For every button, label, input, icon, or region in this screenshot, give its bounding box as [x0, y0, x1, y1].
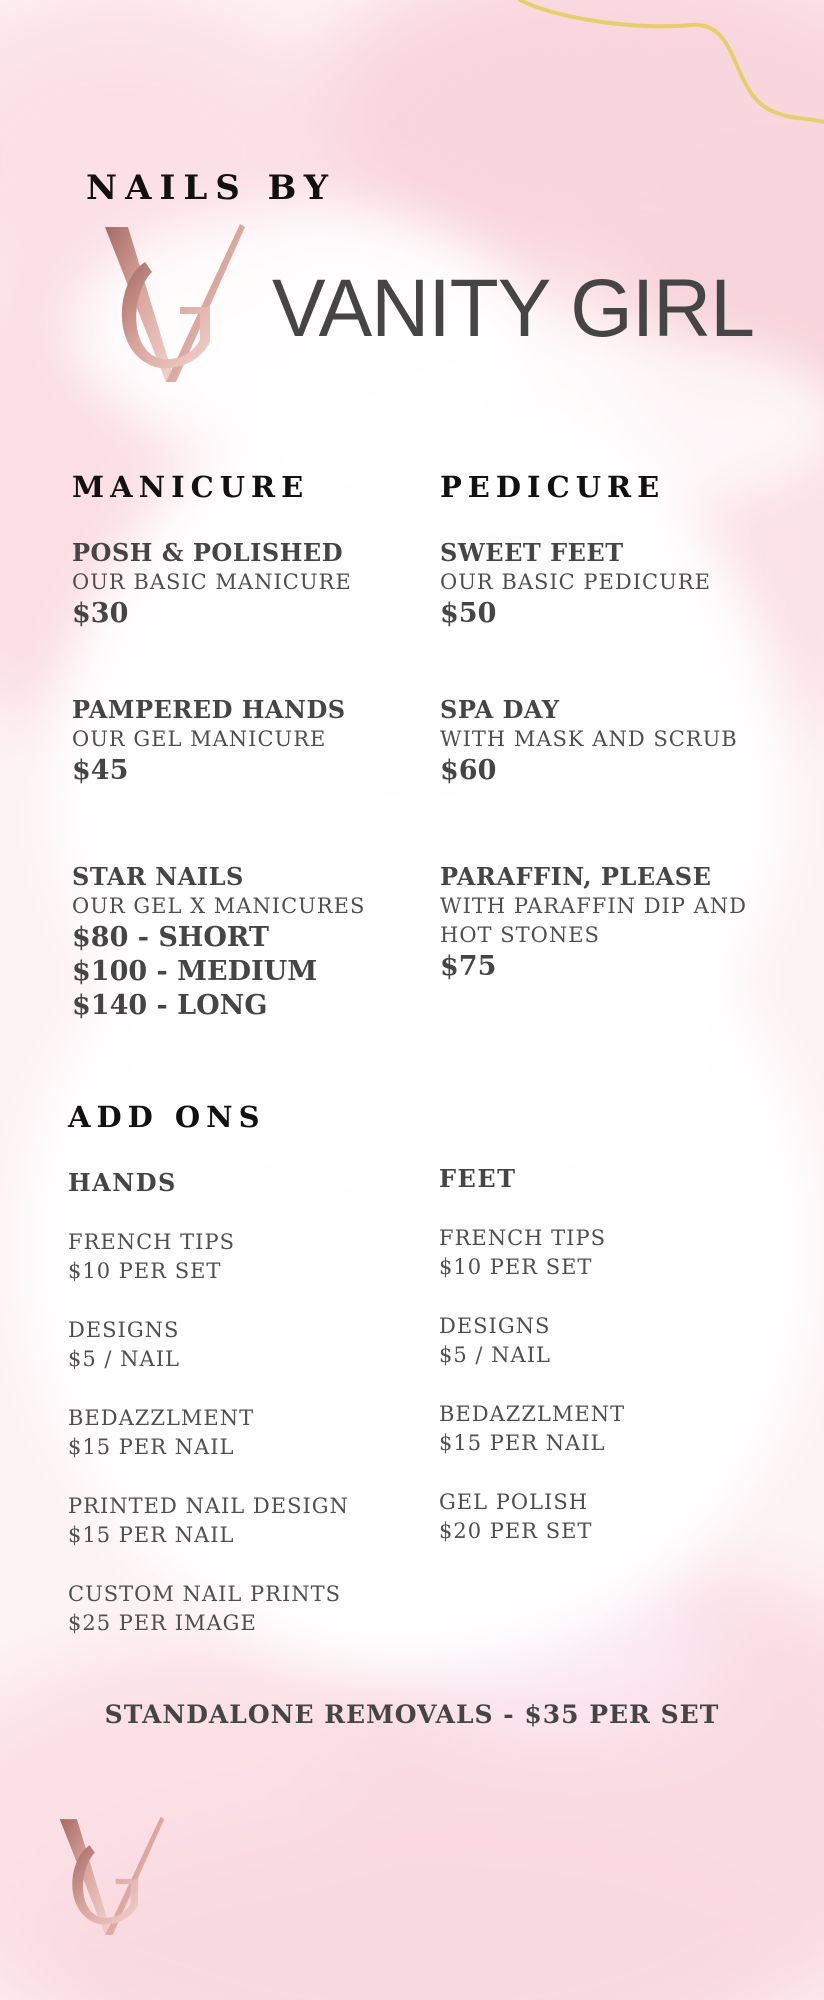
addon-price: $10 PER SET — [439, 1255, 593, 1279]
item-name: STAR NAILS — [72, 862, 244, 891]
addon-feet-french-tips — [439, 1224, 779, 1282]
menu-item-paraffin-please — [440, 862, 810, 984]
addon-name: DESIGNS — [68, 1318, 180, 1342]
item-description: OUR BASIC MANICURE — [72, 570, 352, 594]
menu-item-sweet-feet — [440, 538, 810, 631]
nails-by-label: NAILS BY — [86, 168, 337, 208]
menu-item-pampered-hands — [72, 695, 442, 788]
add-ons-heading: ADD ONS — [68, 1100, 266, 1134]
item-price: $45 — [72, 755, 129, 786]
item-description-line-1: WITH PARAFFIN DIP AND — [440, 894, 748, 918]
item-name: PARAFFIN, PLEASE — [440, 862, 712, 891]
manicure-heading: MANICURE — [72, 470, 310, 504]
addon-name: FRENCH TIPS — [439, 1226, 606, 1250]
addon-hands-designs — [68, 1316, 408, 1374]
addon-feet-gel-polish — [439, 1488, 779, 1546]
item-price-short: $80 - SHORT — [72, 922, 269, 953]
item-name: SPA DAY — [440, 695, 560, 724]
addon-feet-bedazzlment — [439, 1400, 779, 1458]
vg-monogram-logo — [100, 222, 250, 387]
addon-hands-bedazzlment — [68, 1404, 408, 1462]
menu-item-spa-day — [440, 695, 810, 788]
addon-hands-custom-nail-prints — [68, 1580, 408, 1638]
item-price-medium: $100 - MEDIUM — [72, 956, 318, 987]
item-price: $60 — [440, 755, 497, 786]
addon-name: GEL POLISH — [439, 1490, 589, 1514]
item-description-line-2: HOT STONES — [440, 923, 600, 947]
addon-feet-designs — [439, 1312, 779, 1370]
addon-price: $25 PER IMAGE — [68, 1611, 257, 1635]
feet-subheading: FEET — [439, 1164, 517, 1193]
item-price-long: $140 - LONG — [72, 990, 268, 1021]
pedicure-heading: PEDICURE — [440, 470, 666, 504]
item-description: OUR GEL MANICURE — [72, 727, 327, 751]
item-description: WITH MASK AND SCRUB — [440, 727, 738, 751]
addon-price: $15 PER NAIL — [439, 1431, 606, 1455]
addon-price: $15 PER NAIL — [68, 1435, 235, 1459]
item-description: OUR BASIC PEDICURE — [440, 570, 711, 594]
addon-name: BEDAZZLMENT — [68, 1406, 255, 1430]
addon-name: FRENCH TIPS — [68, 1230, 235, 1254]
addon-price: $20 PER SET — [439, 1519, 593, 1543]
item-name: SWEET FEET — [440, 538, 624, 567]
item-description: OUR GEL X MANICURES — [72, 894, 366, 918]
addon-name: BEDAZZLMENT — [439, 1402, 626, 1426]
vg-monogram-logo-footer — [56, 1812, 168, 1942]
item-price: $50 — [440, 598, 497, 629]
addon-name: CUSTOM NAIL PRINTS — [68, 1582, 342, 1606]
item-name: POSH & POLISHED — [72, 538, 344, 567]
addon-name: PRINTED NAIL DESIGN — [68, 1494, 349, 1518]
item-name: PAMPERED HANDS — [72, 695, 346, 724]
item-price: $75 — [440, 951, 497, 982]
brand-name: VANITY GIRL — [272, 263, 754, 354]
addon-price: $10 PER SET — [68, 1259, 222, 1283]
addon-price: $5 / NAIL — [68, 1347, 180, 1371]
addon-price: $15 PER NAIL — [68, 1523, 235, 1547]
standalone-removals-note: STANDALONE REMOVALS - $35 PER SET — [104, 1700, 720, 1729]
menu-item-posh-polished — [72, 538, 442, 631]
addon-price: $5 / NAIL — [439, 1343, 551, 1367]
item-price: $30 — [72, 598, 129, 629]
addon-hands-printed-nail-design — [68, 1492, 408, 1550]
addon-hands-french-tips — [68, 1228, 408, 1286]
menu-item-star-nails — [72, 862, 442, 1023]
hands-subheading: HANDS — [68, 1168, 177, 1197]
addon-name: DESIGNS — [439, 1314, 551, 1338]
